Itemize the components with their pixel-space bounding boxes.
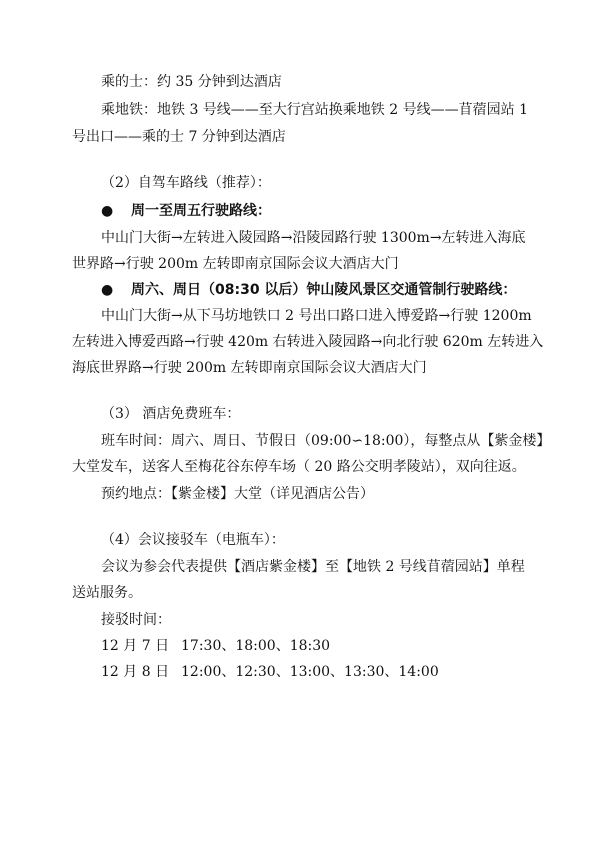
schedule-date: 12 月 7 日 <box>101 638 170 654</box>
bullet-icon: ● <box>101 203 114 219</box>
taxi-line: 乘的士：约 35 分钟到达酒店 <box>101 74 282 90</box>
driving-heading: （2）自驾车路线（推荐）： <box>101 175 271 191</box>
shuttle-heading: （3） 酒店免费班车： <box>101 406 241 422</box>
subway-line-2: 号出口——乘的士 7 分钟到达酒店 <box>72 129 286 145</box>
subway-line-1: 乘地铁：地铁 3 号线——至大行宫站换乘地铁 2 号线——苜蓿园站 1 <box>101 102 528 118</box>
weekend-route-title-text: 周六、周日（08:30 以后）钟山陵风景区交通管制行驶路线： <box>131 282 517 298</box>
conference-heading: （4）会议接驳车（电瓶车）： <box>101 532 285 548</box>
shuttle-booking: 预约地点：【紫金楼】大堂（详见酒店公告） <box>101 486 374 502</box>
weekend-route-line-2: 左转进入博爱西路→行驶 420m 右转进入陵园路→向北行驶 620m 左转进入 <box>72 334 544 350</box>
conference-line-1: 会议为参会代表提供【酒店紫金楼】至【地铁 2 号线苜蓿园站】单程 <box>101 559 525 575</box>
conference-line-2: 送站服务。 <box>72 585 142 601</box>
weekday-route-line-1: 中山门大街→左转进入陵园路→沿陵园路行驶 1300m→左转进入海底 <box>101 230 526 246</box>
schedule-date: 12 月 8 日 <box>101 664 170 680</box>
shuttle-time-line-2: 大堂发车，送客人至梅花谷东停车场（ 20 路公交明孝陵站），双向往返。 <box>72 459 526 475</box>
weekday-route-title <box>101 201 271 221</box>
weekend-route-line-3: 海底世界路→行驶 200m 左转即南京国际会议大酒店大门 <box>72 360 427 376</box>
weekend-route-line-1: 中山门大街→从下马坊地铁口 2 号出口路口进入博爱路→行驶 1200m <box>101 308 532 324</box>
shuttle-time-line-1: 班车时间：周六、周日、节假日（09:00∽18:00），每整点从【紫金楼】 <box>101 433 551 449</box>
weekend-route-title <box>101 280 516 300</box>
conference-times-title: 接驳时间： <box>101 612 171 628</box>
weekday-route-title-text: 周一至周五行驶路线： <box>131 203 271 219</box>
schedule-row <box>101 662 439 682</box>
weekday-route-line-2: 世界路→行驶 200m 左转即南京国际会议大酒店大门 <box>72 256 399 272</box>
bullet-icon: ● <box>101 282 114 298</box>
schedule-times: 17:30、18:00、18:30 <box>181 638 331 654</box>
schedule-row <box>101 636 330 656</box>
schedule-times: 12:00、12:30、13:00、13:30、14:00 <box>181 664 439 680</box>
